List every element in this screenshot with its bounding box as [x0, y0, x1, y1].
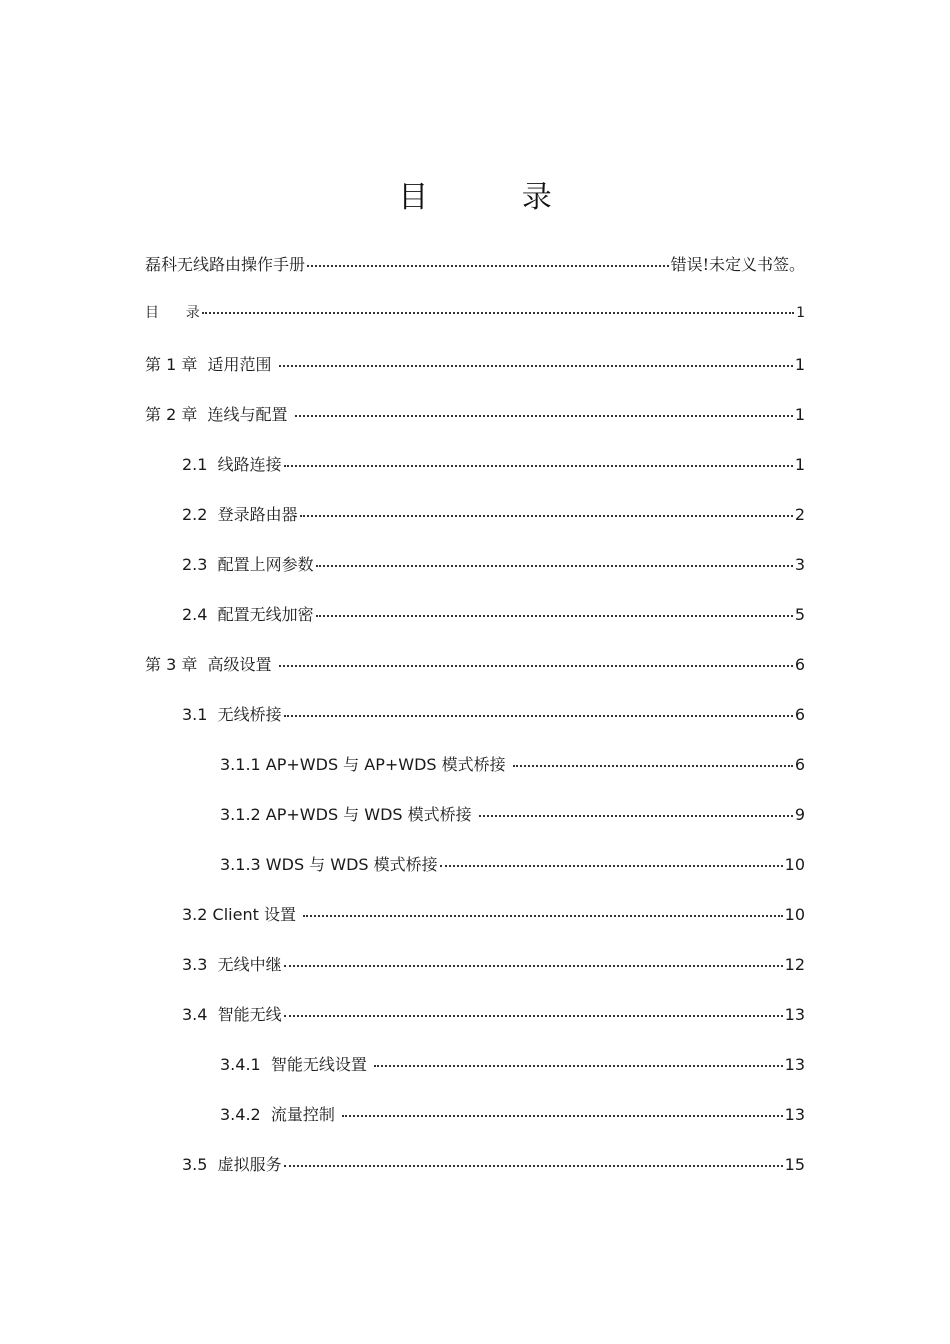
toc-entry-3-1-2[interactable] [220, 802, 805, 826]
toc-entry-label: 第 3 章 高级设置 [145, 655, 277, 674]
toc-entry-label: 3.4.1 智能无线设置 [220, 1055, 372, 1074]
toc-entry-3-1[interactable] [182, 702, 805, 726]
toc-leader-dots [513, 765, 793, 767]
toc-entry-label: 目 录 [145, 305, 200, 321]
toc-leader-dots [284, 1015, 783, 1017]
toc-entry-label: 2.2 登录路由器 [182, 505, 298, 524]
toc-entry-2-2[interactable] [182, 502, 805, 526]
toc-entry-label: 3.1.1 AP+WDS 与 AP+WDS 模式桥接 [220, 755, 511, 774]
toc-leader-dots [284, 1165, 783, 1167]
toc-leader-dots [307, 265, 669, 267]
toc-entry-label: 2.3 配置上网参数 [182, 555, 314, 574]
toc-entry-page: 6 [794, 755, 805, 774]
toc-entry-label: 2.4 配置无线加密 [182, 605, 314, 624]
toc-entry-label: 第 2 章 连线与配置 [145, 405, 293, 424]
toc-leader-dots [202, 312, 794, 314]
toc-entry-label: 3.4.2 流量控制 [220, 1105, 340, 1124]
toc-entry-2-3[interactable] [182, 552, 805, 576]
toc-entry-page: 错误!未定义书签。 [670, 255, 805, 274]
toc-leader-dots [279, 665, 793, 667]
toc-entry-label: 3.1.3 WDS 与 WDS 模式桥接 [220, 855, 438, 874]
toc-entry-3-1-1[interactable] [220, 752, 805, 776]
toc-entry-label: 3.4 智能无线 [182, 1005, 282, 1024]
toc-entry-3-1-3[interactable] [220, 852, 805, 876]
toc-entry-label: 第 1 章 适用范围 [145, 355, 277, 374]
toc-entry-label: 磊科无线路由操作手册 [145, 255, 306, 274]
toc-entry-page: 1 [796, 305, 805, 321]
toc-leader-dots [295, 415, 793, 417]
toc-leader-dots [440, 865, 783, 867]
toc-entry-3-4[interactable] [182, 1002, 805, 1026]
toc-leader-dots [300, 515, 793, 517]
toc-entry-3-4-2[interactable] [220, 1102, 805, 1126]
toc-entry-page: 5 [794, 605, 805, 624]
toc-entry-chapter-2[interactable] [145, 402, 805, 426]
toc-entry-page: 10 [784, 905, 805, 924]
toc-entry-page: 3 [794, 555, 805, 574]
toc-entry-page: 6 [794, 705, 805, 724]
toc-entry-page: 15 [784, 1155, 805, 1174]
toc-entry-page: 2 [794, 505, 805, 524]
toc-entry-page: 1 [794, 455, 805, 474]
toc-entry-chapter-3[interactable] [145, 652, 805, 676]
toc-leader-dots [316, 615, 793, 617]
toc-entry-label: 3.3 无线中继 [182, 955, 282, 974]
toc-entry-3-2[interactable] [182, 902, 805, 926]
toc-leader-dots [284, 715, 793, 717]
toc-entry-contents[interactable] [145, 302, 805, 326]
toc-entry-label: 3.1 无线桥接 [182, 705, 282, 724]
toc-entry-page: 9 [794, 805, 805, 824]
toc-entry-label: 3.5 虚拟服务 [182, 1155, 282, 1174]
toc-entry-page: 6 [794, 655, 805, 674]
toc-entry-page: 13 [784, 1005, 805, 1024]
toc-entry-page: 1 [794, 405, 805, 424]
toc-entry-chapter-1[interactable] [145, 352, 805, 376]
toc-entry-3-3[interactable] [182, 952, 805, 976]
toc-leader-dots [316, 565, 793, 567]
toc-leader-dots [284, 965, 783, 967]
toc-leader-dots [303, 915, 783, 917]
toc-leader-dots [374, 1065, 783, 1067]
toc-entry-page: 12 [784, 955, 805, 974]
toc-entry-2-4[interactable] [182, 602, 805, 626]
toc-entry-label: 3.1.2 AP+WDS 与 WDS 模式桥接 [220, 805, 477, 824]
toc-entry-label: 2.1 线路连接 [182, 455, 282, 474]
toc-leader-dots [479, 815, 793, 817]
toc-entry-3-5[interactable] [182, 1152, 805, 1176]
toc-entry-3-4-1[interactable] [220, 1052, 805, 1076]
page-title: 目 录 [398, 180, 594, 215]
toc-entry-2-1[interactable] [182, 452, 805, 476]
toc-leader-dots [284, 465, 793, 467]
toc-leader-dots [279, 365, 793, 367]
toc-entry-manual-title[interactable] [145, 252, 805, 276]
toc-leader-dots [342, 1115, 783, 1117]
toc-entry-page: 1 [794, 355, 805, 374]
toc-entry-label: 3.2 Client 设置 [182, 905, 302, 924]
toc-entry-page: 13 [784, 1105, 805, 1124]
toc-entry-page: 10 [784, 855, 805, 874]
toc-entry-page: 13 [784, 1055, 805, 1074]
